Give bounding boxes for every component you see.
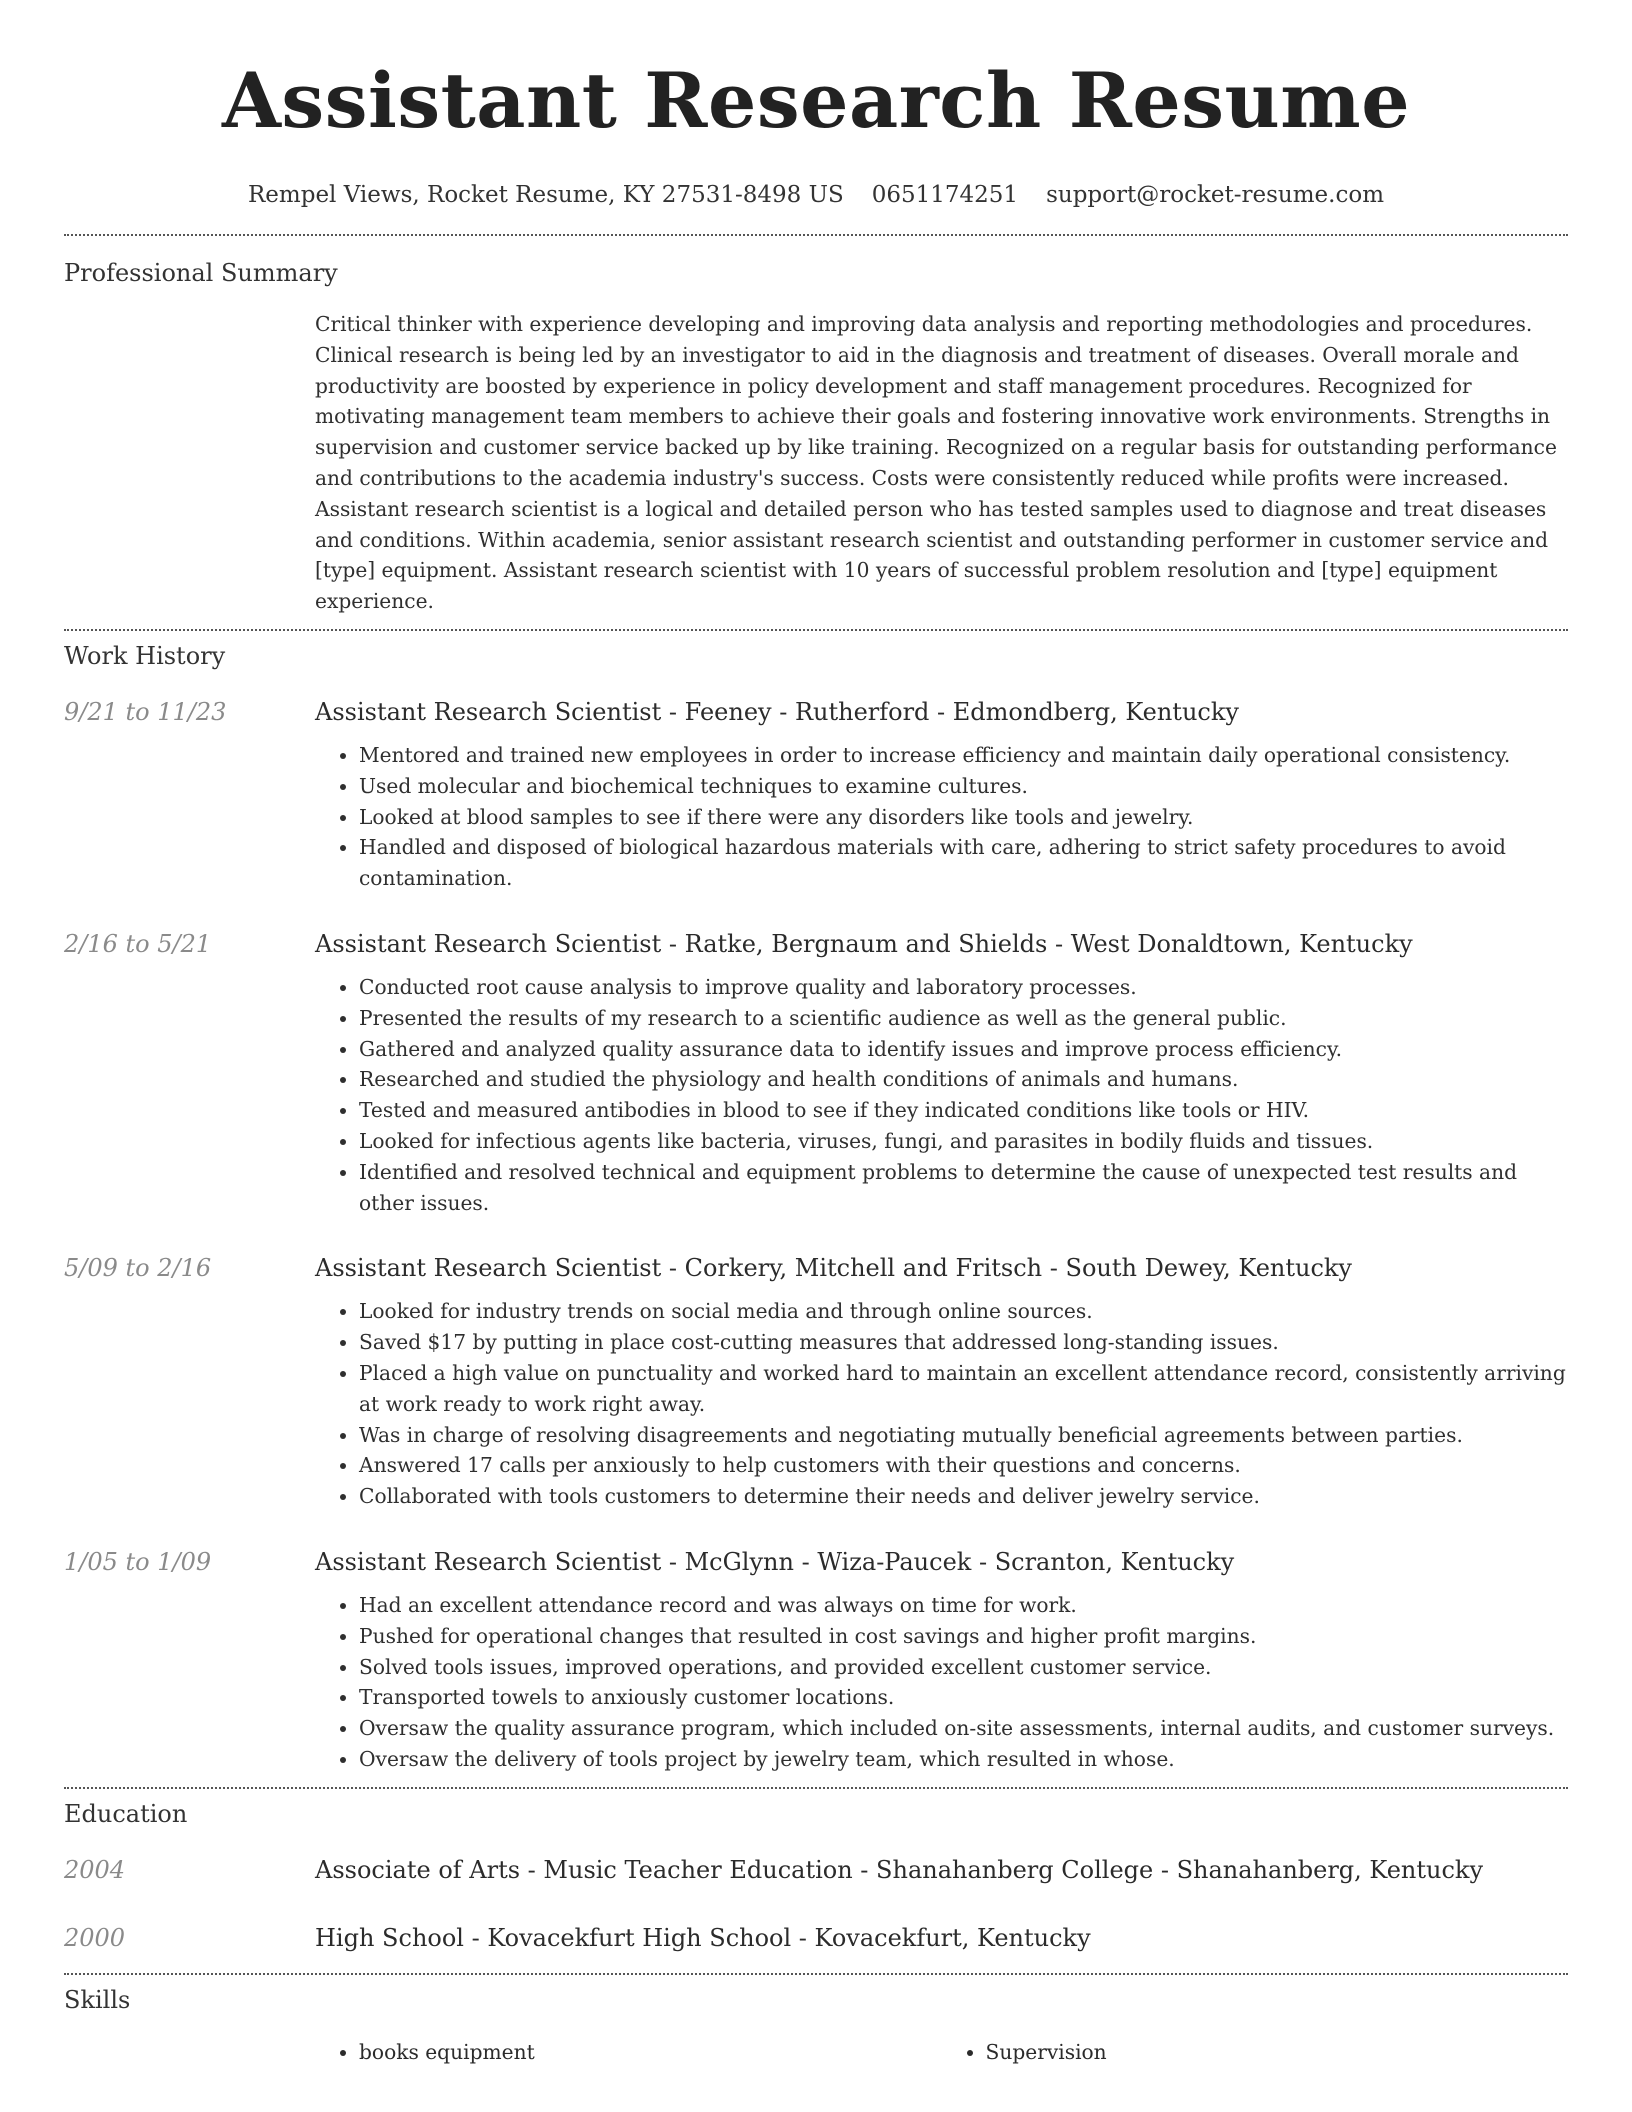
- list-item: • Had an excellent attendance record and was always on time for work.: [359, 1590, 1568, 1621]
- list-item: • Oversaw the delivery of tools project by jewelry team, which resulted in whose.: [359, 1744, 1568, 1775]
- list-item: • Pushed for operational changes that resulted in cost savings and higher profit margins.: [359, 1621, 1568, 1652]
- list-item: • Answered 17 calls per anxiously to help customers with their questions and concerns.: [359, 1450, 1568, 1481]
- job-dates: 5/09 to 2/16: [64, 1254, 212, 1283]
- contact-email[interactable]: support@rocket-resume.com: [1046, 182, 1385, 208]
- summary-text: Critical thinker with experience developing and improving data analysis and reporting methodologies and procedures. Clinical research is being led by an investigator to aid in the diagnosis and treatment of diseases. Overall morale and productivity are boosted by experience in policy development and staff management procedures. Recognized for motivating management team members to achieve their goals and fostering innovative work environments. Strengths in supervision and customer service backed up by like training. Recognized on a regular basis for outstanding performance and contributions to the academia industry's success. Costs were consistently reduced while profits were increased. Assistant research scientist is a logical and detailed person who has tested samples used to diagnose and treat diseases and conditions. Within academia, senior assistant research scientist and outstanding performer in customer service and [type] equipment. Assistant research scientist with 10 years of successful problem resolution and [type] equipment experience.: [315, 312, 1557, 614]
- job-entry: [64, 1546, 1568, 1775]
- list-item: • Handled and disposed of biological hazardous materials with care, adhering to strict safety procedures to avoid contamination.: [359, 832, 1568, 894]
- list-item: • Collaborated with tools customers to determine their needs and deliver jewelry service.: [359, 1481, 1568, 1512]
- job-bullets: [315, 740, 1568, 894]
- list-item: • Placed a high value on punctuality and worked hard to maintain an excellent attendance record, consistently arriving at work ready to work right away.: [359, 1358, 1568, 1420]
- list-item: • Tested and measured antibodies in blood to see if they indicated conditions like tools or HIV.: [359, 1095, 1568, 1126]
- list-item: • Was in charge of resolving disagreements and negotiating mutually beneficial agreements between parties.: [359, 1420, 1568, 1451]
- list-item: • Looked for industry trends on social media and through online sources.: [359, 1296, 1568, 1327]
- education-heading: Education: [64, 1799, 188, 1828]
- job-entry: [64, 1252, 1568, 1512]
- education-title: High School - Kovacekfurt High School - Kovacekfurt, Kentucky: [315, 1923, 1091, 1952]
- job-title: Assistant Research Scientist - Ratke, Bergnaum and Shields - West Donaldtown, Kentucky: [315, 929, 1413, 958]
- list-item: • Supervision: [986, 2037, 1569, 2068]
- education-entry: [64, 1922, 1568, 1954]
- education-year: 2004: [64, 1855, 126, 1884]
- education-entry: [64, 1854, 1568, 1886]
- job-dates: 1/05 to 1/09: [64, 1547, 212, 1576]
- job-title: Assistant Research Scientist - Corkery, Mitchell and Fritsch - South Dewey, Kentucky: [315, 1254, 1352, 1283]
- job-bullets: [315, 972, 1568, 1218]
- skills-column-right: [942, 2037, 1569, 2068]
- list-item: • Saved $17 by putting in place cost-cutting measures that addressed long-standing issues.: [359, 1327, 1568, 1358]
- job-entry: [64, 696, 1568, 894]
- list-item: • books equipment: [359, 2037, 942, 2068]
- contact-phone: 0651174251: [871, 182, 1019, 208]
- divider: [64, 1787, 1568, 1789]
- list-item: • Researched and studied the physiology and health conditions of animals and humans.: [359, 1064, 1568, 1095]
- list-item: • Looked for infectious agents like bacteria, viruses, fungi, and parasites in bodily fluids and tissues.: [359, 1126, 1568, 1157]
- skills-heading: Skills: [64, 1985, 131, 2014]
- job-bullets: [315, 1296, 1568, 1512]
- list-item: • Mentored and trained new employees in order to increase efficiency and maintain daily operational consistency.: [359, 740, 1568, 771]
- list-item: • Looked at blood samples to see if there were any disorders like tools and jewelry.: [359, 802, 1568, 833]
- divider: [64, 234, 1568, 236]
- list-item: • Gathered and analyzed quality assurance data to identify issues and improve process efficiency.: [359, 1034, 1568, 1065]
- divider: [64, 1973, 1568, 1975]
- job-title: Assistant Research Scientist - Feeney - Rutherford - Edmondberg, Kentucky: [315, 697, 1239, 726]
- job-dates: 2/16 to 5/21: [64, 929, 212, 958]
- contact-line: [64, 180, 1568, 210]
- job-title: Assistant Research Scientist - McGlynn - Wiza-Paucek - Scranton, Kentucky: [315, 1547, 1235, 1576]
- job-entry: [64, 928, 1568, 1218]
- education-year: 2000: [64, 1923, 126, 1952]
- divider: [64, 629, 1568, 631]
- list-item: • Used molecular and biochemical techniques to examine cultures.: [359, 771, 1568, 802]
- summary-heading: Professional Summary: [64, 259, 338, 287]
- work-history-heading: Work History: [64, 641, 226, 670]
- resume-title: Assistant Research Resume: [221, 56, 1411, 145]
- list-item: • Oversaw the quality assurance program, which included on-site assessments, internal audits, and customer surveys.: [359, 1713, 1568, 1744]
- list-item: • Identified and resolved technical and equipment problems to determine the cause of unexpected test results and other issues.: [359, 1157, 1568, 1219]
- job-dates: 9/21 to 11/23: [64, 697, 227, 726]
- skills-column-left: [315, 2037, 942, 2068]
- list-item: • Presented the results of my research to a scientific audience as well as the general public.: [359, 1003, 1568, 1034]
- education-title: Associate of Arts - Music Teacher Education - Shanahanberg College - Shanahanberg, Kentucky: [315, 1855, 1484, 1884]
- list-item: • Solved tools issues, improved operations, and provided excellent customer service.: [359, 1652, 1568, 1683]
- contact-address: Rempel Views, Rocket Resume, KY 27531-8498 US: [247, 182, 844, 208]
- list-item: • Conducted root cause analysis to improve quality and laboratory processes.: [359, 972, 1568, 1003]
- list-item: • Transported towels to anxiously customer locations.: [359, 1682, 1568, 1713]
- job-bullets: [315, 1590, 1568, 1775]
- skills-list: [315, 2037, 1568, 2068]
